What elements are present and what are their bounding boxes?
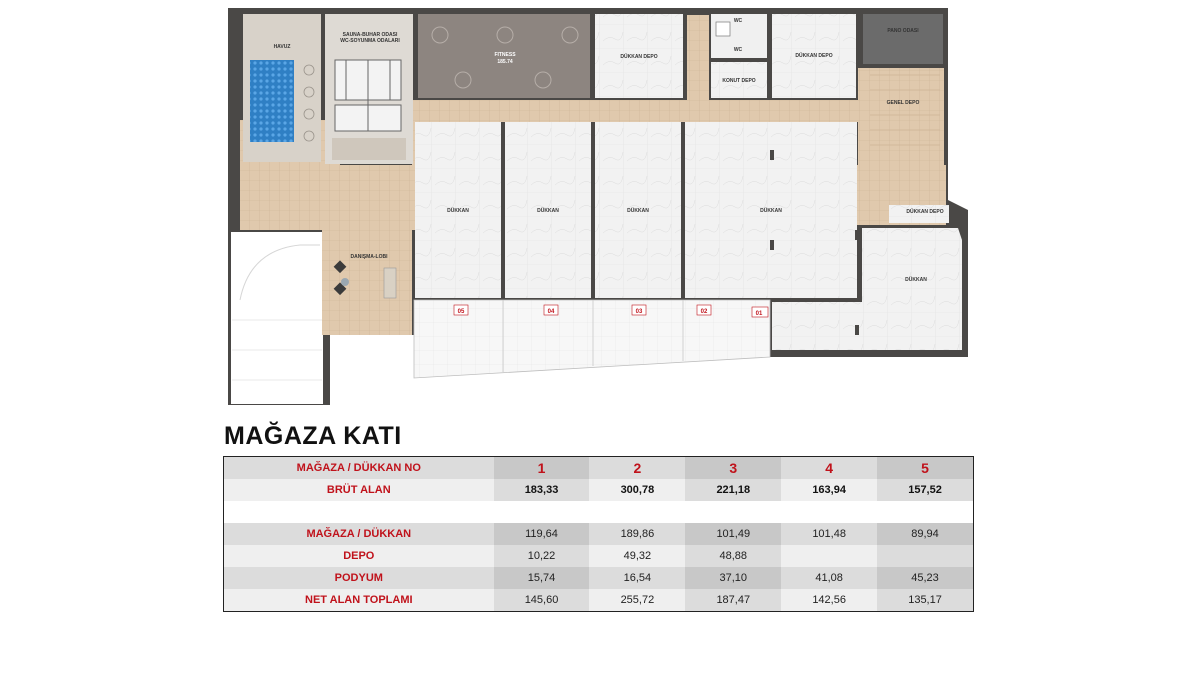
room-label-dukkan-depo-2: DÜKKAN DEPO	[795, 53, 833, 59]
column-header: 5	[877, 457, 973, 480]
table-cell: 221,18	[685, 479, 781, 501]
table-cell: 183,33	[494, 479, 590, 501]
row-label: DEPO	[224, 545, 494, 567]
column-header: 4	[781, 457, 877, 480]
table-cell: 49,32	[589, 545, 685, 567]
room-label-dukkan-3: DÜKKAN	[627, 208, 649, 214]
area-table	[223, 456, 974, 612]
row-label: MAĞAZA / DÜKKAN	[224, 523, 494, 545]
table-spacer-row	[224, 501, 974, 523]
table-cell: 101,49	[685, 523, 781, 545]
table-row	[224, 589, 974, 612]
table-row	[224, 523, 974, 545]
table-cell: 119,64	[494, 523, 590, 545]
table-cell: 89,94	[877, 523, 973, 545]
room-label-fitness: FITNESS	[494, 52, 516, 58]
room-label-fitness-area: 185.74	[497, 59, 513, 65]
table-row	[224, 567, 974, 589]
section-title: MAĞAZA KATI	[224, 422, 402, 450]
fitness-room	[418, 14, 590, 98]
room-label-dukkan-2: DÜKKAN	[537, 208, 559, 214]
header-label: MAĞAZA / DÜKKAN NO	[224, 457, 494, 480]
table-cell: 163,94	[781, 479, 877, 501]
table-cell: 157,52	[877, 479, 973, 501]
room-label-genel-depo: GENEL DEPO	[886, 100, 920, 106]
row-label: NET ALAN TOPLAMI	[224, 589, 494, 612]
table-cell: 135,17	[877, 589, 973, 612]
unit-marker-04: 04	[547, 309, 555, 315]
room-label-dukkan-depo-1: DÜKKAN DEPO	[620, 54, 658, 60]
table-row-brut-alan	[224, 479, 974, 501]
table-cell: 16,54	[589, 567, 685, 589]
sauna-room	[325, 14, 413, 164]
table-cell: 45,23	[877, 567, 973, 589]
table-cell	[877, 545, 973, 567]
unit-marker-01: 01	[755, 311, 763, 317]
room-label-konut-depo: KONUT DEPO	[722, 78, 756, 84]
pool	[250, 60, 294, 142]
table-cell: 142,56	[781, 589, 877, 612]
pool-room	[243, 14, 321, 162]
room-label-havuz: HAVUZ	[273, 44, 291, 50]
table-cell: 41,08	[781, 567, 877, 589]
exterior-ramp	[231, 232, 323, 404]
column-header: 1	[494, 457, 590, 480]
room-label-wc-2: WC	[733, 47, 743, 53]
table-row	[224, 545, 974, 567]
unit-marker-05: 05	[457, 309, 465, 315]
room-label-wc-1: WC	[733, 18, 743, 24]
row-label: PODYUM	[224, 567, 494, 589]
unit-marker-03: 03	[635, 309, 643, 315]
room-label-sauna-wc: WC-SOYUNMA ODALARI	[340, 38, 400, 44]
unit-marker-02: 02	[700, 309, 708, 315]
table-cell: 300,78	[589, 479, 685, 501]
table-cell: 15,74	[494, 567, 590, 589]
room-label-dukkan-depo-3: DÜKKAN DEPO	[906, 209, 944, 215]
room-label-dukkan-1: DÜKKAN	[447, 208, 469, 214]
table-cell: 10,22	[494, 545, 590, 567]
column-header: 2	[589, 457, 685, 480]
table-cell: 48,88	[685, 545, 781, 567]
table-cell: 145,60	[494, 589, 590, 612]
room-label-dukkan-4: DÜKKAN	[760, 208, 782, 214]
room-label-dukkan-5: DÜKKAN	[905, 277, 927, 283]
table-cell: 187,47	[685, 589, 781, 612]
table-header-row	[224, 457, 974, 480]
room-label-sauna: SAUNA-BUHAR ODASI	[342, 32, 398, 38]
row-label: BRÜT ALAN	[224, 479, 494, 501]
table-cell: 189,86	[589, 523, 685, 545]
table-cell: 255,72	[589, 589, 685, 612]
column-header: 3	[685, 457, 781, 480]
table-cell	[781, 545, 877, 567]
table-cell: 37,10	[685, 567, 781, 589]
room-label-pano-odasi: PANO ODASI	[887, 28, 919, 34]
lobby	[326, 232, 408, 332]
table-cell: 101,48	[781, 523, 877, 545]
room-label-danisma: DANIŞMA-LOBI	[350, 254, 388, 260]
